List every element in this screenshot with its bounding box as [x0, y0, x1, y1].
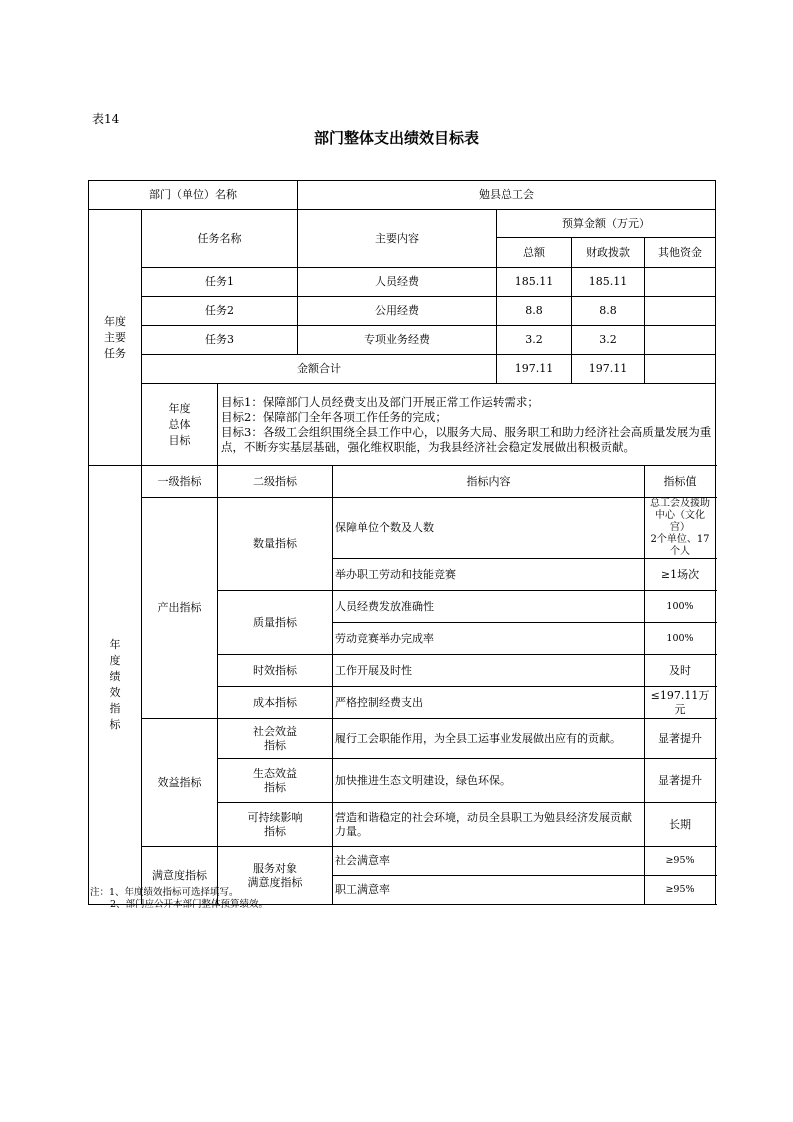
sum-row	[89, 355, 716, 384]
other-header: 其他资金	[645, 238, 716, 268]
task-name: 任务3	[142, 326, 298, 355]
indicator-content: 加快推进生态文明建设，绿色环保。	[333, 759, 645, 803]
dept-value: 勉县总工会	[298, 181, 716, 210]
quantity-label: 数量指标	[218, 498, 333, 591]
indicator-value: 长期	[645, 803, 716, 847]
benefit-label: 效益指标	[142, 719, 218, 847]
indicator-value: ≤197.11万元	[645, 687, 716, 719]
satisfaction-label: 满意度指标	[142, 847, 218, 905]
indicator-value: 显著提升	[645, 759, 716, 803]
sum-other	[645, 355, 716, 384]
indicator-value: 100%	[645, 591, 716, 623]
l1-header: 一级指标	[142, 466, 218, 498]
goal-line: 目标2：保障部门全年各项工作任务的完成；	[221, 409, 447, 424]
indicator-header-row	[89, 466, 716, 498]
indicator-value: ≥95%	[645, 847, 716, 876]
indicator-content: 营造和谐稳定的社会环境，动员全县职工为勉县经济发展贡献力量。	[333, 803, 645, 847]
sustainable-label: 可持续影响 指标	[218, 803, 333, 847]
task-fiscal: 185.11	[572, 268, 645, 297]
fiscal-header: 财政拨款	[572, 238, 645, 268]
indicator-content: 社会满意率	[333, 847, 645, 876]
indicator-row	[89, 847, 716, 876]
ecological-label: 生态效益 指标	[218, 759, 333, 803]
performance-goal-table	[88, 180, 716, 905]
task-content: 专项业务经费	[298, 326, 497, 355]
goal-line: 目标1：保障部门人员经费支出及部门开展正常工作运转需求；	[221, 394, 539, 409]
task-other	[645, 326, 716, 355]
goals-text	[218, 384, 716, 466]
indicator-content: 人员经费发放准确性	[333, 591, 645, 623]
task-name: 任务2	[142, 297, 298, 326]
indicator-value: ≥95%	[645, 876, 716, 905]
indicator-value: ≥1场次	[645, 559, 716, 591]
task-other	[645, 297, 716, 326]
task-content: 公用经费	[298, 297, 497, 326]
indicator-value: 100%	[645, 623, 716, 655]
indicator-row	[89, 498, 716, 559]
dept-row	[89, 181, 716, 210]
social-label: 社会效益 指标	[218, 719, 333, 759]
indicator-content: 履行工会职能作用，为全县工运事业发展做出应有的贡献。	[333, 719, 645, 759]
tasks-side-label: 年度 主要 任务	[89, 210, 142, 466]
indicator-value: 总工会及援助中心（文化宫） 2个单位、17个人	[645, 498, 716, 559]
sum-label: 金额合计	[142, 355, 497, 384]
sum-fiscal: 197.11	[572, 355, 645, 384]
indicator-value-header: 指标值	[645, 466, 716, 498]
page-title: 部门整体支出绩效目标表	[313, 129, 479, 147]
indicator-content: 保障单位个数及人数	[333, 498, 645, 559]
dept-label: 部门（单位）名称	[89, 181, 298, 210]
task-content: 人员经费	[298, 268, 497, 297]
indicators-side-label: 年 度 绩 效 指 标	[89, 466, 142, 905]
indicator-value: 显著提升	[645, 719, 716, 759]
indicator-content-header: 指标内容	[333, 466, 645, 498]
indicator-content: 劳动竞赛举办完成率	[333, 623, 645, 655]
indicator-content: 举办职工劳动和技能竞赛	[333, 559, 645, 591]
task-other	[645, 268, 716, 297]
task-content-header: 主要内容	[298, 210, 497, 268]
indicator-content: 严格控制经费支出	[333, 687, 645, 719]
table-number: 表14	[92, 112, 120, 126]
indicator-value: 及时	[645, 655, 716, 687]
goal-line: 目标3：各级工会组织围绕全县工作中心，以服务大局、服务职工和助力经济社会高质量发展为重点，不断夯实基层基础，强化维权职能，为我县经济社会稳定发展做出积极贡献。	[221, 424, 712, 454]
footnotes	[90, 887, 268, 911]
total-header: 总额	[497, 238, 572, 268]
tasks-header-row	[89, 210, 716, 238]
goals-side-label: 年度 总体 目标	[142, 384, 218, 466]
task-total: 185.11	[497, 268, 572, 297]
indicator-row	[89, 719, 716, 759]
sum-total: 197.11	[497, 355, 572, 384]
goals-row	[89, 384, 716, 466]
output-label: 产出指标	[142, 498, 218, 719]
satisfaction-sub-label: 服务对象 满意度指标	[218, 847, 333, 905]
footnote: 注：1、年度绩效指标可选择填写。	[90, 887, 239, 898]
quality-label: 质量指标	[218, 591, 333, 655]
timeliness-label: 时效指标	[218, 655, 333, 687]
task-row	[89, 326, 716, 355]
task-name-header: 任务名称	[142, 210, 298, 268]
task-fiscal: 3.2	[572, 326, 645, 355]
l2-header: 二级指标	[218, 466, 333, 498]
task-name: 任务1	[142, 268, 298, 297]
task-row	[89, 268, 716, 297]
task-fiscal: 8.8	[572, 297, 645, 326]
indicator-content: 工作开展及时性	[333, 655, 645, 687]
task-total: 8.8	[497, 297, 572, 326]
budget-header: 预算金额（万元）	[497, 210, 716, 238]
task-row	[89, 297, 716, 326]
cost-label: 成本指标	[218, 687, 333, 719]
task-total: 3.2	[497, 326, 572, 355]
footnote: 2、部门应公开本部门整体预算绩效。	[110, 899, 269, 910]
indicator-content: 职工满意率	[333, 876, 645, 905]
